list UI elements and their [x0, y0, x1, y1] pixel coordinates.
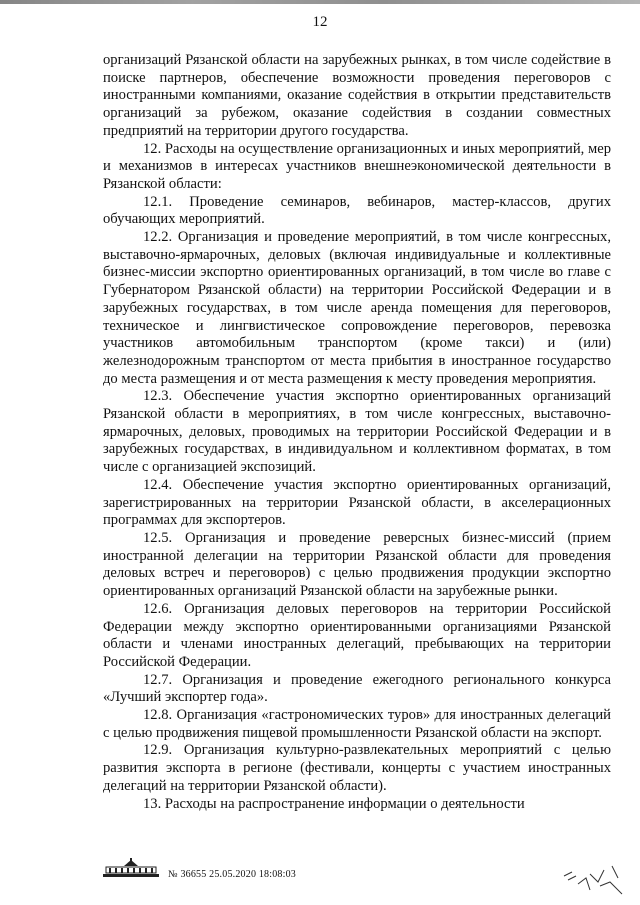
paragraph-continuation: организаций Рязанской области на зарубежных рынках, в том числе содействие в поиске партнеров, обеспечение возможности проведения переговоров с иностранными компаниями, оказание содействия в открытии представительств организаций за рубежом, оказание содействия в создании совместных предприятий на территории другого государства. — [103, 52, 611, 139]
paragraph-item-12-5: 12.5. Организация и проведение реверсных бизнес-миссий (прием иностранной делегации на территории Рязанской области для проведения деловых встреч и переговоров) с целью продвижения продукции экспортно ориентированных организаций Рязанской области на зарубежные рынки. — [103, 529, 611, 600]
registration-stamp: № 36655 25.05.2020 18:08:03 — [168, 869, 296, 880]
government-building-logo — [102, 858, 160, 878]
paragraph-item-12-2: 12.2. Организация и проведение мероприятий, в том числе конгрессных, выставочно-ярмарочных, деловых (включая индивидуальные и коллективные бизнес-миссии экспортно ориентированных организаций, в том числе во главе с Губернатором Рязанской области) на территории Российской Федерации и в зарубежных государствах, в том числе аренда помещения для переговоров, техническое и лингвистическое сопровождение переговоров, перевозка участников автомобильным транспортом (кроме такси) и (или) железнодорожным транспортом от места прибытия в иностранное государство до места размещения и от места размещения к месту проведения мероприятия. — [103, 229, 611, 387]
paragraph-item-12-9: 12.9. Организация культурно-развлекательных мероприятий с целью развития экспорта в регионе (фестивали, концерты с участием иностранных делегаций на территории Рязанской области). — [103, 742, 611, 794]
paragraph-item-12-7: 12.7. Организация и проведение ежегодного регионального конкурса «Лучший экспортер года». — [103, 671, 611, 706]
scan-edge — [0, 0, 640, 4]
paragraph-item-12-4: 12.4. Обеспечение участия экспортно ориентированных организаций, зарегистрированных на территории Рязанской области, в акселерационных программах для экспортеров. — [103, 476, 611, 529]
paragraph-item-13: 13. Расходы на распространение информации о деятельности — [143, 795, 525, 812]
document-body — [103, 52, 611, 813]
paragraph-item-12-3: 12.3. Обеспечение участия экспортно ориентированных организаций Рязанской области в мероприятиях, в том числе конгрессных, выставочно-ярмарочных, деловых, проводимых на территории Российской Федерации и в зарубежных государствах, в индивидуальном и коллективном форматах, в том числе с организацией экспозиций. — [103, 388, 611, 476]
page-number: 12 — [312, 14, 328, 30]
paragraph-item-12-1: 12.1. Проведение семинаров, вебинаров, мастер-классов, других обучающих мероприятий. — [103, 193, 611, 228]
paragraph-item-12-6: 12.6. Организация деловых переговоров на территории Российской Федерации между экспортно ориентированными организациями Рязанской области и членами иностранных делегаций, пребывающих на территории Российской Федерации. — [103, 600, 611, 670]
handwritten-signature — [560, 856, 630, 898]
paragraph-item-12: 12. Расходы на осуществление организационных и иных мероприятий, мер и механизмов в интересах участников внешнеэкономической деятельности в Рязанской области: — [103, 140, 611, 192]
paragraph-item-12-8: 12.8. Организация «гастрономических туров» для иностранных делегаций с целью продвижения пищевой промышленности Рязанской области на экспорт. — [103, 707, 611, 741]
